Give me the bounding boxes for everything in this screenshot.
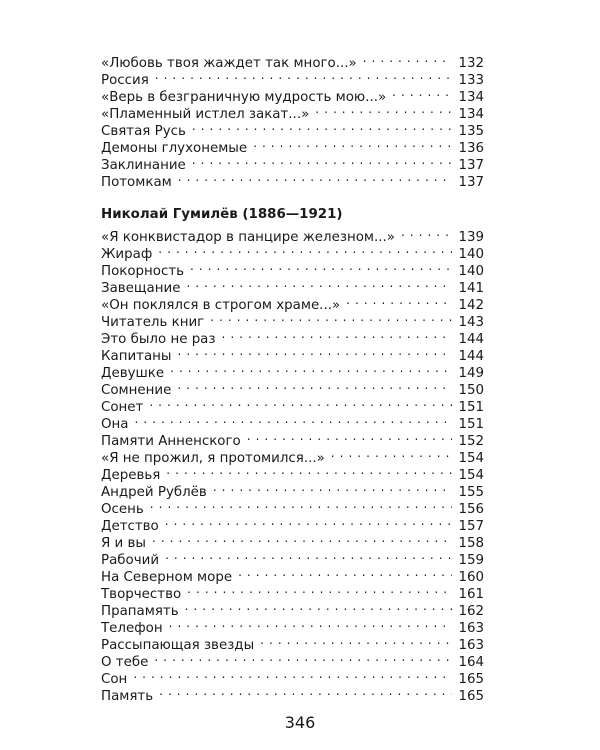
toc-entry-page: 163 <box>458 621 484 636</box>
toc-entry-title: «Пламенный истлел закат...» <box>101 107 310 122</box>
toc-entry-page: 140 <box>458 264 484 279</box>
toc-entry-title: Андрей Рублёв <box>101 485 207 500</box>
dot-leader <box>154 649 452 666</box>
dot-leader <box>253 135 452 152</box>
toc-entry-page: 165 <box>458 672 484 687</box>
toc-entry-page: 151 <box>458 400 484 415</box>
dot-leader <box>165 547 452 564</box>
toc-entry-page: 136 <box>458 141 484 156</box>
toc-entry-page: 134 <box>458 107 484 122</box>
toc-entry-page: 134 <box>458 90 484 105</box>
toc-entry-title: Сомнение <box>101 383 172 398</box>
toc-entry-title: Россия <box>101 73 149 88</box>
toc-entry <box>101 258 484 279</box>
toc-entry-title: Читатель книг <box>101 315 205 330</box>
dot-leader <box>192 152 453 169</box>
toc-entry-title: Память <box>101 689 154 704</box>
dot-leader <box>363 50 453 67</box>
toc-entry-title: Сон <box>101 672 128 687</box>
dot-leader <box>178 169 453 186</box>
toc-entry-title: «Любовь твоя жаждет так много...» <box>101 56 357 71</box>
toc-entry-page: 154 <box>458 451 484 466</box>
dot-leader <box>346 292 452 309</box>
toc-entry-page: 161 <box>458 587 484 602</box>
dot-leader <box>222 326 453 343</box>
toc-entry-title: «Верь в безграничную мудрость мою...» <box>101 90 387 105</box>
toc-entry-title: О тебе <box>101 655 149 670</box>
toc-entry-page: 141 <box>458 281 484 296</box>
toc-entry-page: 133 <box>458 73 484 88</box>
dot-leader <box>177 377 452 394</box>
toc-entry-title: Памяти Анненского <box>101 434 241 449</box>
toc-entry-title: Рабочий <box>101 553 160 568</box>
toc-entry-title: Завещание <box>101 281 181 296</box>
toc-entry-page: 132 <box>458 56 484 71</box>
toc-entry-page: 164 <box>458 655 484 670</box>
dot-leader <box>213 479 453 496</box>
toc-entry-title: Это было не раз <box>101 332 216 347</box>
page-number: 346 <box>284 713 316 732</box>
toc-entry-title: Заклинание <box>101 158 186 173</box>
dot-leader <box>210 309 452 326</box>
toc-entry-page: 150 <box>458 383 484 398</box>
toc-entry <box>101 224 484 245</box>
toc-entry-title: Девушке <box>101 366 165 381</box>
toc-entry-page: 135 <box>458 124 484 139</box>
toc-entry-page: 144 <box>458 349 484 364</box>
toc-section-previous-author <box>101 50 484 190</box>
toc-entry <box>101 547 484 568</box>
dot-leader <box>155 67 453 84</box>
table-of-contents <box>101 50 484 704</box>
toc-entry-page: 157 <box>458 519 484 534</box>
toc-entry-page: 152 <box>458 434 484 449</box>
toc-entry <box>101 394 484 415</box>
dot-leader <box>170 360 452 377</box>
toc-entry-title: Демоны глухонемые <box>101 141 248 156</box>
dot-leader <box>133 666 452 683</box>
dot-leader <box>166 462 452 479</box>
dot-leader <box>169 615 453 632</box>
toc-entry <box>101 411 484 432</box>
toc-entry-page: 151 <box>458 417 484 432</box>
toc-entry <box>101 67 484 88</box>
toc-entry-title: Деревья <box>101 468 161 483</box>
toc-entry-title: На Северном море <box>101 570 233 585</box>
toc-entry-page: 159 <box>458 553 484 568</box>
dot-leader <box>158 241 452 258</box>
toc-entry-title: «Я не прожил, я протомился...» <box>101 451 325 466</box>
dot-leader <box>392 84 452 101</box>
toc-entry-title: «Я конквистадор в панцире железном...» <box>101 230 395 245</box>
dot-leader <box>152 530 452 547</box>
toc-entry <box>101 683 484 704</box>
dot-leader <box>159 683 452 700</box>
toc-entry-title: Капитаны <box>101 349 172 364</box>
dot-leader <box>178 343 453 360</box>
toc-entry-title: Прапамять <box>101 604 179 619</box>
dot-leader <box>150 496 453 513</box>
dot-leader <box>185 598 453 615</box>
author-heading: Николай Гумилёв (1886—1921) <box>101 207 343 222</box>
dot-leader <box>247 428 453 445</box>
dot-leader <box>165 513 453 530</box>
toc-entry-page: 149 <box>458 366 484 381</box>
dot-leader <box>149 394 452 411</box>
toc-entry-page: 162 <box>458 604 484 619</box>
toc-entry-title: Святая Русь <box>101 124 186 139</box>
toc-section-gumilev <box>101 224 484 704</box>
toc-entry <box>101 241 484 262</box>
toc-entry <box>101 50 484 71</box>
toc-entry-page: 144 <box>458 332 484 347</box>
toc-entry-page: 139 <box>458 230 484 245</box>
dot-leader <box>315 101 452 118</box>
toc-entry-page: 156 <box>458 502 484 517</box>
toc-entry-page: 154 <box>458 468 484 483</box>
toc-entry-page: 140 <box>458 247 484 262</box>
toc-entry-page: 165 <box>458 689 484 704</box>
dot-leader <box>260 632 452 649</box>
toc-entry-page: 163 <box>458 638 484 653</box>
toc-entry-title: Телефон <box>101 621 163 636</box>
toc-entry <box>101 649 484 670</box>
dot-leader <box>187 581 452 598</box>
toc-entry-page: 155 <box>458 485 484 500</box>
dot-leader <box>135 411 453 428</box>
toc-entry-page: 142 <box>458 298 484 313</box>
toc-entry-title: Рассыпающая звезды <box>101 638 255 653</box>
toc-entry-page: 160 <box>458 570 484 585</box>
toc-entry-title: Осень <box>101 502 144 517</box>
toc-entry-page: 137 <box>458 158 484 173</box>
toc-entry <box>101 666 484 687</box>
dot-leader <box>401 224 452 241</box>
dot-leader <box>192 118 453 135</box>
toc-entry-title: Потомкам <box>101 175 172 190</box>
toc-entry-title: Покорность <box>101 264 185 279</box>
toc-entry-title: Творчество <box>101 587 182 602</box>
dot-leader <box>238 564 452 581</box>
toc-entry-title: «Он поклялся в строгом храме...» <box>101 298 341 313</box>
toc-entry-title: Сонет <box>101 400 144 415</box>
toc-entry-page: 143 <box>458 315 484 330</box>
toc-entry-title: Она <box>101 417 129 432</box>
toc-entry-title: Жираф <box>101 247 153 262</box>
toc-entry-title: Детство <box>101 519 159 534</box>
toc-entry <box>101 496 484 517</box>
toc-entry <box>101 513 484 534</box>
dot-leader <box>186 275 452 292</box>
toc-entry-page: 158 <box>458 536 484 551</box>
toc-entry <box>101 84 484 105</box>
toc-entry <box>101 428 484 449</box>
dot-leader <box>331 445 453 462</box>
toc-entry-title: Я и вы <box>101 536 146 551</box>
dot-leader <box>190 258 452 275</box>
toc-entry <box>101 530 484 551</box>
toc-entry-page: 137 <box>458 175 484 190</box>
